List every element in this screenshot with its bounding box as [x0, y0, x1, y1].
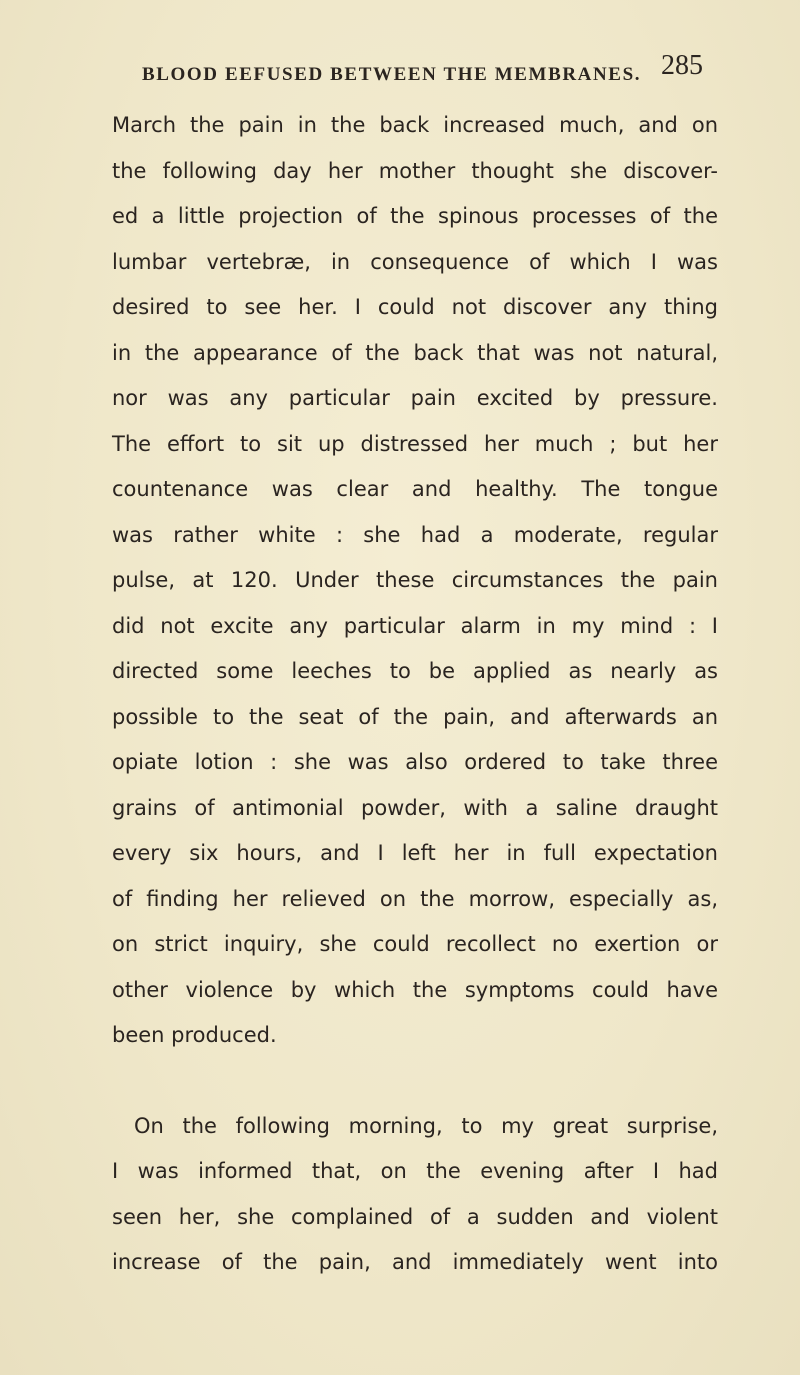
text-line: been produced. [112, 1023, 277, 1047]
text-line: countenance was clear and healthy. The tongue [112, 477, 718, 501]
text-line: On the following morning, to my great surprise, [134, 1113, 718, 1138]
paragraph-gap [112, 1059, 718, 1104]
text-line: of finding her relieved on the morrow, especially as, [112, 886, 718, 911]
page-number: 285 [661, 50, 703, 81]
text-line: every six hours, and I left her in full expectation [112, 841, 718, 865]
text-line: lumbar vertebræ, in consequence of which I was [112, 249, 718, 274]
text-line: grains of antimonial powder, with a saline draught [112, 795, 718, 820]
running-head: BLOOD EEFUSED BETWEEN THE MEMBRANES. [142, 64, 642, 85]
text-line: I was informed that, on the evening after I had [112, 1159, 718, 1183]
text-line: the following day her mother thought she discover- [112, 158, 718, 183]
text-line: in the appearance of the back that was not natural, [112, 340, 718, 365]
text-line: directed some leeches to be applied as nearly as [112, 659, 718, 683]
body-text [112, 103, 718, 1286]
text-line: March the pain in the back increased much, and on [112, 113, 718, 137]
text-line: increase of the pain, and immediately went into [112, 1250, 718, 1274]
paragraph-1 [112, 103, 718, 1059]
text-line: The effort to sit up distressed her much ; but her [112, 431, 718, 456]
text-line: on strict inquiry, she could recollect no exertion or [112, 932, 718, 956]
text-line: pulse, at 120. Under these circumstances the pain [112, 568, 718, 592]
text-line: seen her, she complained of a sudden and violent [112, 1204, 718, 1229]
text-line: desired to see her. I could not discover any thing [112, 295, 718, 319]
text-line: did not excite any particular alarm in my mind : I [112, 613, 718, 638]
text-line: was rather white : she had a moderate, regular [112, 522, 718, 547]
paragraph-2 [112, 1104, 718, 1286]
text-line: nor was any particular pain excited by pressure. [112, 386, 718, 410]
text-line: ed a little projection of the spinous processes of the [112, 204, 718, 228]
text-line: other violence by which the symptoms could have [112, 977, 718, 1002]
text-line: opiate lotion : she was also ordered to take three [112, 750, 718, 774]
text-line: possible to the seat of the pain, and afterwards an [112, 704, 718, 729]
page-header [0, 50, 800, 90]
